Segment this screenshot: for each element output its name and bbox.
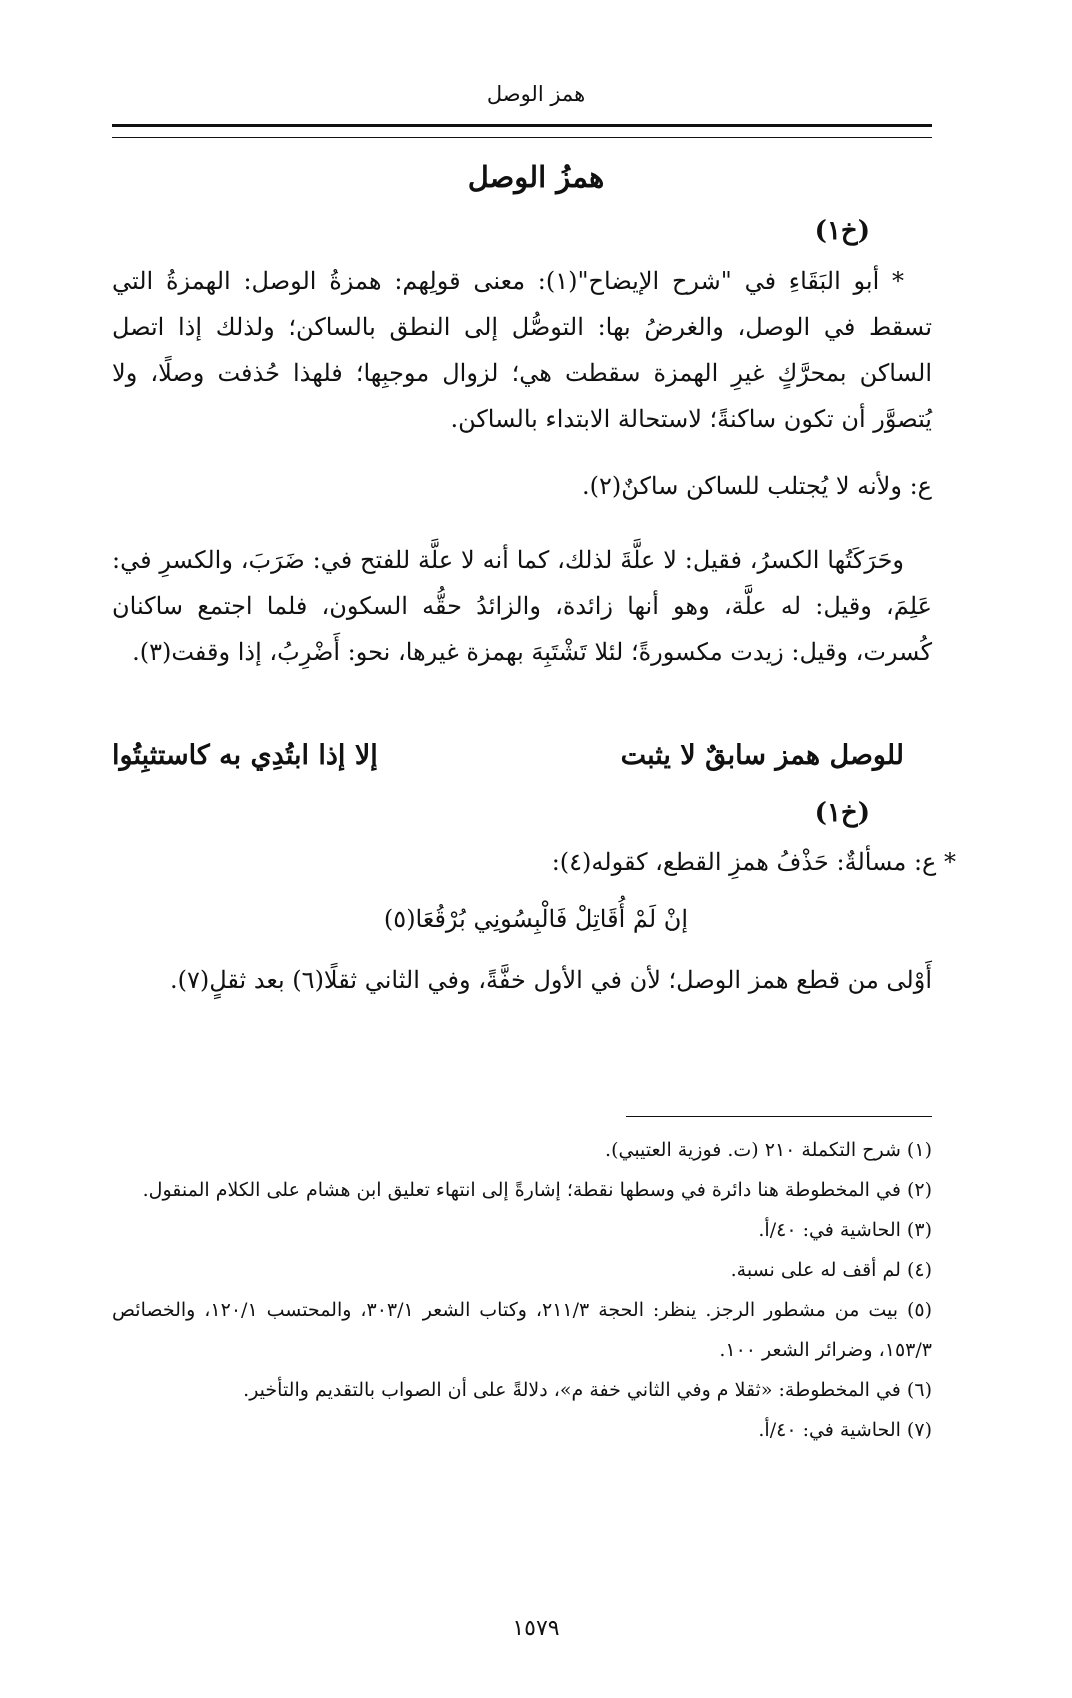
running-head: همز الوصل (486, 82, 586, 106)
footnote-6: (٦) في المخطوطة: «ثقلا م وفي الثاني خفة م»، دلالةً على أن الصواب بالتقديم والتأخير. (243, 1379, 932, 1401)
paragraph-4-block (112, 957, 932, 1003)
footnote-2: (٢) في المخطوطة هنا دائرة في وسطها نقطة؛ إشارةً إلى انتهاء تعليق ابن هشام على الكلام المنقول. (142, 1179, 932, 1201)
footnotes (112, 1130, 932, 1450)
paragraph-3: * ع: مسألةٌ: حَذْفُ همزِ القطع، كقوله(٤): (551, 848, 956, 876)
page-number: ١٥٧٩ (512, 1616, 560, 1641)
paragraph-2-block (112, 537, 932, 675)
chapter-title: همزُ الوصل (467, 160, 605, 194)
quoted-verse: إنْ لَمْ أُقَاتِلْ فَالْبِسُونِي بُرْقُعَا(٥) (383, 905, 689, 933)
paragraph-1-block (112, 258, 932, 442)
section-marker: (خ١) (814, 798, 870, 828)
header-rule-thick (112, 124, 932, 127)
verse-hemistich-1: للوصل همز سابقٌ لا يثبت (620, 740, 904, 771)
footnote-separator (626, 1116, 932, 1117)
ayin-note-line: ع: ولأنه لا يُجتلب للساكن ساكنٌ(٢). (581, 472, 932, 500)
footnote-1: (١) شرح التكملة ٢١٠ (ت. فوزية العتيبي). (605, 1139, 932, 1161)
header-rule-thin (112, 137, 932, 138)
section-marker: (خ١) (814, 216, 870, 246)
verse-line (112, 740, 932, 780)
paragraph-4: أَوْلى من قطع همز الوصل؛ لأن في الأول خفَّةً، وفي الثاني ثقلًا(٦) بعد ثقلٍ(٧). (169, 966, 932, 994)
paragraph-2: وحَرَكَتُها الكسرُ، فقيل: لا علَّةَ لذلك، كما أنه لا علَّة للفتح في: ضَرَبَ، والكسرِ في: عَلِمَ، وقيل: له علَّة، وهو أنها زائدة، والزائدُ حقُّه السكون، فلما اجتمع ساكنان كُسرت، وقيل: زيدت مكسورةً؛ لئلا تَشْتَبِهَ بهمزة غيرها، نحو: أَضْرِبُ، إذا وقفت(٣). (112, 546, 932, 666)
verse-hemistich-2: إلا إذا ابتُدِي به كاستثبِتُوا (112, 740, 378, 771)
footnote-5: (٥) بيت من مشطور الرجز. ينظر: الحجة ٢١١/٣، وكتاب الشعر ٣٠٣/١، والمحتسب ١٢٠/١، والخصائص ١٥٣/٣، وضرائر الشعر ١٠٠. (112, 1299, 933, 1361)
footnote-4: (٤) لم أقف له على نسبة. (730, 1259, 932, 1281)
paragraph-1: * أبو البَقَاءِ في "شرح الإيضاح"(١): معنى قولِهم: همزةُ الوصل: الهمزةُ التي تسقط في الوصل، والغرضُ بها: التوصُّل إلى النطق بالساكن؛ ولذلك إذا اتصل الساكن بمحرَّكٍ غيرِ الهمزة سقطت هي؛ لزوال موجبِها؛ فلهذا حُذفت وصلًا، ولا يُتصوَّر أن تكون ساكنةً؛ لاستحالة الابتداء بالساكن. (112, 267, 932, 433)
footnote-7: (٧) الحاشية في: ٤٠/أ. (758, 1419, 932, 1441)
footnote-3: (٣) الحاشية في: ٤٠/أ. (758, 1219, 932, 1241)
